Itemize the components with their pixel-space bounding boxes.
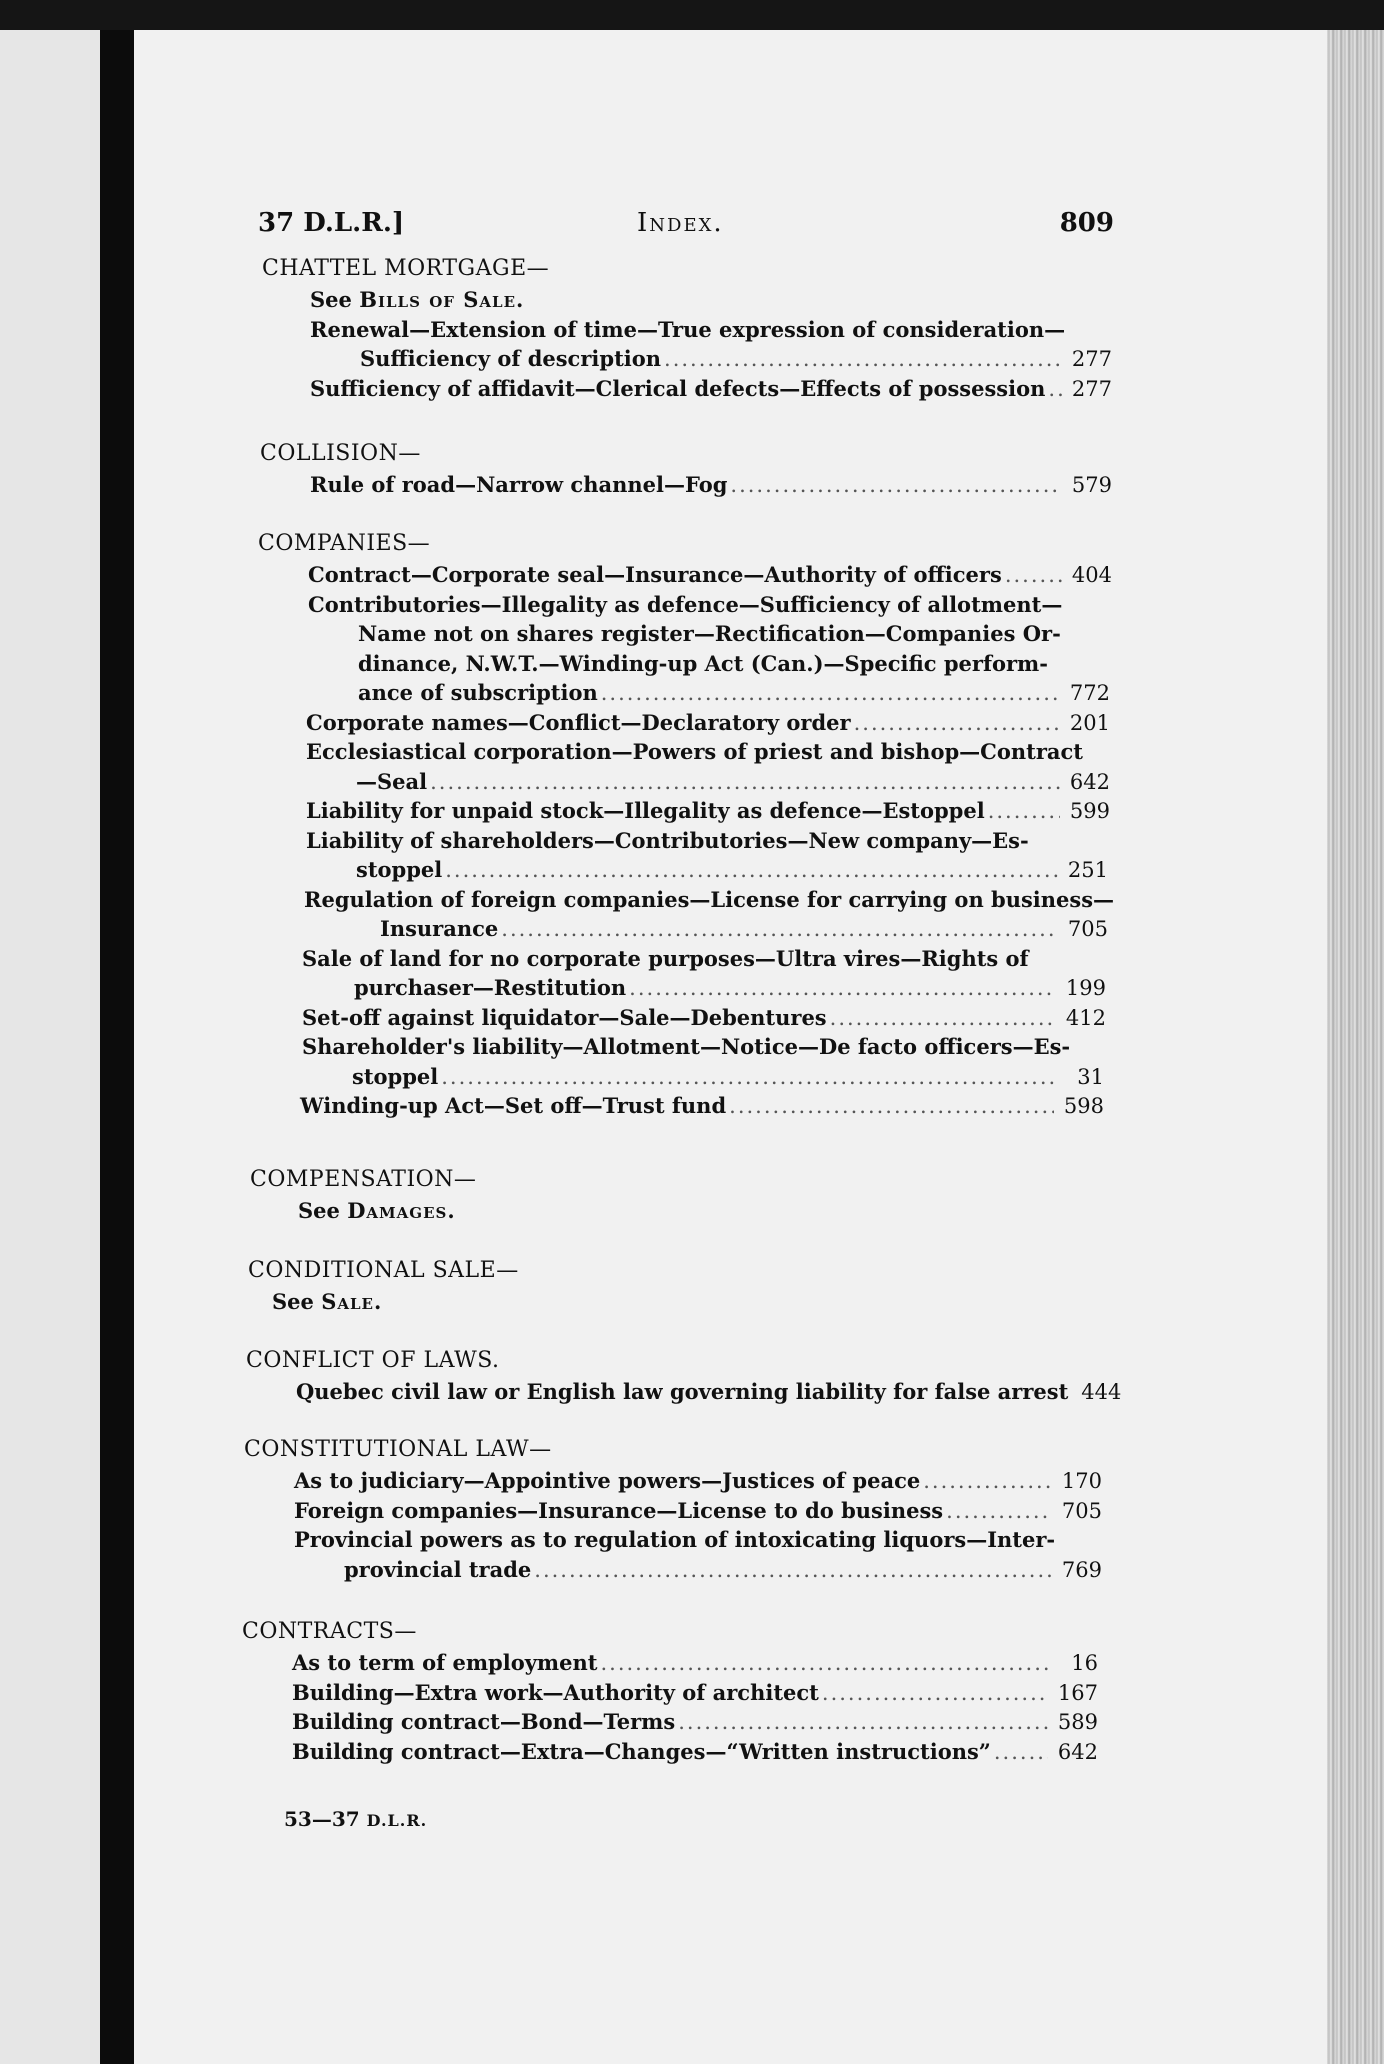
index-line-text: Sufficiency of description <box>360 346 662 371</box>
page-reference: 444 <box>1081 1380 1122 1404</box>
index-line <box>292 1738 1098 1766</box>
index-heading: CONSTITUTIONAL LAW— <box>244 1437 552 1462</box>
signature-mark: D.L.R. <box>366 1811 428 1830</box>
index-line-text: Renewal—Extension of time—True expression of consideration— <box>310 316 1066 342</box>
index-line <box>306 738 1083 766</box>
dot-leader <box>1002 561 1062 589</box>
dot-leader <box>727 471 1062 499</box>
index-line <box>294 1467 1102 1495</box>
page-reference: 170 <box>1061 1469 1102 1493</box>
see-prefix: See <box>310 287 360 312</box>
index-line <box>310 286 1112 314</box>
index-line-text: Contract—Corporate seal—Insurance—Authority of officers <box>308 562 1002 587</box>
index-line <box>308 561 1112 589</box>
index-line-text <box>272 1288 382 1316</box>
dot-leader <box>626 974 1056 1002</box>
index-heading: CONTRACTS— <box>242 1619 417 1644</box>
index-line <box>292 1649 1098 1677</box>
dot-leader <box>819 1679 1048 1707</box>
page-reference: 201 <box>1069 710 1110 735</box>
see-prefix: See <box>272 1289 322 1314</box>
dot-leader <box>661 345 1062 373</box>
dot-leader <box>1045 375 1062 403</box>
index-heading: COMPENSATION— <box>250 1167 477 1192</box>
index-line <box>310 375 1112 403</box>
index-line-text: stoppel <box>352 1063 439 1089</box>
index-line-text: Quebec civil law or English law governing liability for false arrest <box>296 1379 1069 1404</box>
page-reference: 277 <box>1071 376 1112 401</box>
index-line-text: Sale of land for no corporate purposes—Ultra vires—Rights of <box>302 945 1029 971</box>
dot-leader <box>991 1738 1048 1766</box>
page-reference: 277 <box>1071 347 1112 371</box>
index-line-text: Set-off against liquidator—Sale—Debentures <box>302 1004 827 1030</box>
index-line <box>358 679 1110 707</box>
dot-leader <box>598 679 1060 707</box>
cross-reference: Bills of Sale. <box>359 287 525 312</box>
page-reference: 251 <box>1067 858 1108 882</box>
index-line-text: As to judiciary—Appointive powers—Justices of peace <box>294 1468 921 1493</box>
page-reference: 642 <box>1069 769 1110 794</box>
dot-leader <box>851 709 1060 737</box>
index-line-text: —Seal <box>356 768 428 794</box>
index-line <box>292 1708 1098 1736</box>
index-line-text: Rule of road—Narrow channel—Fog <box>310 472 728 497</box>
index-line-text: Winding-up Act—Set off—Trust fund <box>300 1093 727 1118</box>
index-line-text: As to term of employment <box>292 1650 598 1675</box>
page-reference: 769 <box>1061 1557 1102 1582</box>
index-line <box>358 620 1060 648</box>
index-line <box>292 1679 1098 1707</box>
page-reference: 16 <box>1071 1651 1098 1675</box>
index-line <box>302 1004 1106 1032</box>
index-line-text: Regulation of foreign companies—License for carrying on business— <box>304 886 1115 912</box>
index-line-text: Provincial powers as to regulation of intoxicating liquors—Inter- <box>294 1527 1056 1552</box>
page-reference: 31 <box>1077 1064 1104 1089</box>
page-reference: 199 <box>1065 976 1106 1000</box>
index-line <box>306 827 1060 855</box>
dot-leader <box>442 856 1058 884</box>
index-line <box>344 1556 1102 1584</box>
page-reference: 167 <box>1057 1680 1098 1705</box>
index-line <box>358 650 1060 678</box>
index-line-text <box>298 1197 456 1225</box>
page-reference: 412 <box>1065 1005 1106 1030</box>
index-line-text: purchaser—Restitution <box>354 975 627 1000</box>
index-heading: COLLISION— <box>260 441 421 466</box>
index-line-text <box>310 286 524 314</box>
index-line-text: stoppel <box>356 857 443 882</box>
dot-leader <box>943 1497 1052 1525</box>
index-line <box>294 1497 1102 1525</box>
index-line-text: Building contract—Extra—Changes—“Written instructions” <box>292 1738 991 1764</box>
index-heading: CONFLICT OF LAWS. <box>246 1348 500 1373</box>
index-heading: COMPANIES— <box>258 531 431 556</box>
index-line <box>360 345 1112 373</box>
index-line-text: Liability for unpaid stock—Illegality as defence—Estoppel <box>306 798 985 823</box>
index-line <box>310 471 1112 499</box>
index-line-text: Corporate names—Conflict—Declaratory order <box>306 709 851 735</box>
index-line <box>302 1033 1071 1061</box>
page-reference: 772 <box>1069 681 1110 705</box>
dot-leader <box>920 1467 1052 1495</box>
dot-leader <box>498 915 1058 943</box>
running-head-title: Index. <box>637 208 724 238</box>
dot-leader <box>726 1092 1054 1120</box>
index-line <box>354 974 1106 1002</box>
index-line-text: Ecclesiastical corporation—Powers of priest and bishop—Contract <box>306 739 1083 764</box>
dot-leader <box>827 1004 1056 1032</box>
index-line <box>380 915 1108 943</box>
index-line-text: Liability of shareholders—Contributories—New company—Es- <box>306 827 1029 853</box>
index-line <box>304 886 1115 914</box>
dot-leader <box>985 797 1060 825</box>
index-heading: CONDITIONAL SALE— <box>248 1258 519 1283</box>
dot-leader <box>531 1556 1052 1584</box>
index-line <box>294 1526 1056 1554</box>
index-line <box>306 709 1110 737</box>
page-reference: 705 <box>1067 917 1108 941</box>
dot-leader <box>597 1649 1048 1677</box>
page-reference: 598 <box>1063 1094 1104 1118</box>
index-heading: CHATTEL MORTGAGE— <box>262 256 550 281</box>
index-line-text: provincial trade <box>344 1556 532 1582</box>
index-line-text: Name not on shares register—Rectification—Companies Or- <box>358 621 1061 646</box>
index-line <box>356 768 1110 796</box>
index-line-text: dinance, N.W.T.—Winding-up Act (Can.)—Specific perform- <box>358 650 1048 676</box>
page-reference: 599 <box>1069 799 1110 823</box>
index-line-text: Insurance <box>380 916 499 941</box>
index-line <box>356 856 1108 884</box>
index-line <box>272 1288 1100 1316</box>
page-reference: 705 <box>1061 1498 1102 1523</box>
index-line-text: Building contract—Bond—Terms <box>292 1709 676 1734</box>
signature-number: 53—37 <box>284 1807 360 1831</box>
index-line <box>310 316 1112 344</box>
index-line <box>296 1378 1122 1406</box>
cross-reference: Sale. <box>321 1289 383 1314</box>
index-line <box>302 945 1058 973</box>
index-line-text: ance of subscription <box>358 680 598 705</box>
dot-leader <box>427 768 1060 796</box>
dot-leader <box>675 1708 1048 1736</box>
index-line <box>298 1197 1100 1225</box>
see-prefix: See <box>298 1198 348 1223</box>
index-line <box>300 1092 1104 1120</box>
page-reference: 589 <box>1057 1710 1098 1734</box>
index-line <box>352 1063 1104 1091</box>
printer-signature <box>284 1807 427 1831</box>
index-line-text: Foreign companies—Insurance—License to do business <box>294 1497 944 1523</box>
page-reference: 404 <box>1071 563 1112 587</box>
dot-leader <box>438 1063 1054 1091</box>
index-line-text: Sufficiency of affidavit—Clerical defects—Effects of possession <box>310 375 1046 401</box>
page-reference: 579 <box>1071 473 1112 497</box>
index-line-text: Building—Extra work—Authority of architect <box>292 1679 819 1705</box>
cross-reference: Damages. <box>347 1198 456 1223</box>
index-line <box>306 797 1110 825</box>
running-head-volume: 37 D.L.R.] <box>258 208 405 238</box>
index-line-text: Contributories—Illegality as defence—Sufficiency of allotment— <box>308 591 1063 617</box>
index-line <box>308 591 1063 619</box>
page-number: 809 <box>1059 208 1114 238</box>
page-reference: 642 <box>1057 1739 1098 1764</box>
index-line-text: Shareholder's liability—Allotment—Notice—De facto officers—Es- <box>302 1034 1071 1059</box>
